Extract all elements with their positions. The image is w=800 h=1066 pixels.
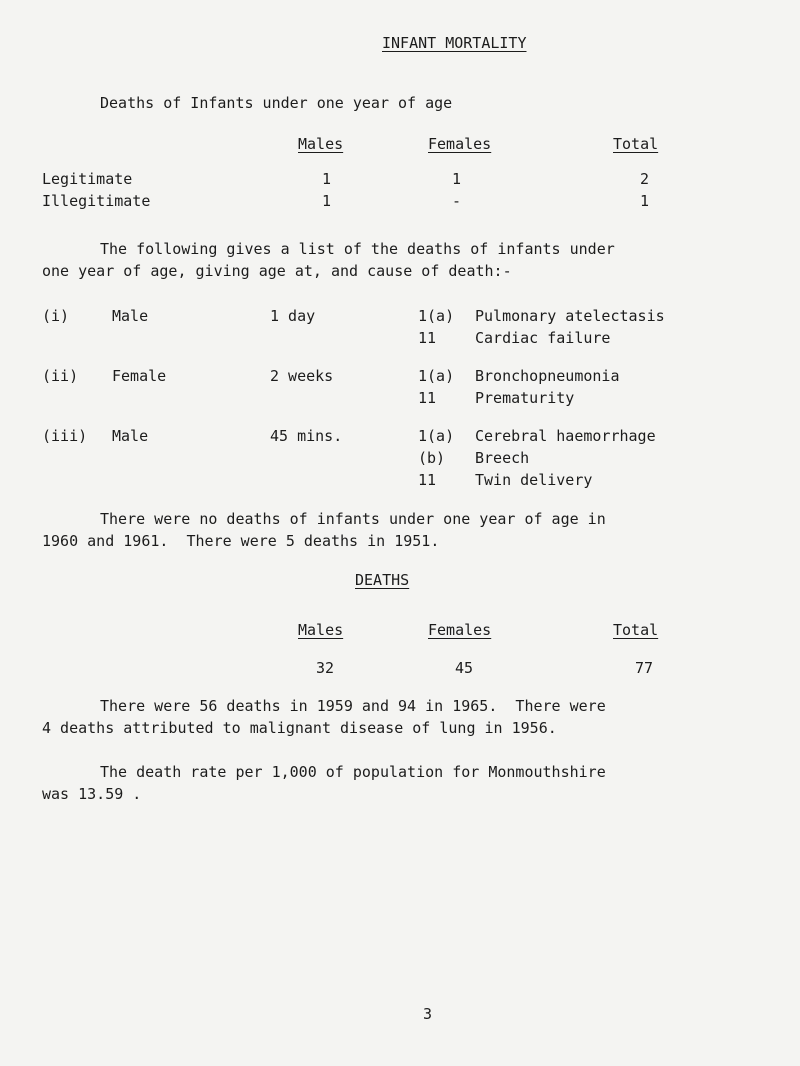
cause-text: Cerebral haemorrhage (475, 427, 656, 445)
case-age: 1 day (270, 307, 316, 325)
cause-text: Prematurity (475, 389, 575, 407)
cause-code: 1(a) (418, 307, 455, 325)
paragraph-3-line-2: was 13.59 . (42, 785, 142, 803)
cause-code: 11 (418, 389, 437, 407)
row-label: Illegitimate (42, 192, 151, 210)
intro-line-1: The following gives a list of the deaths of infants under (100, 240, 615, 258)
header-males: Males (298, 135, 344, 153)
paragraph-1-line-1: There were no deaths of infants under one year of age in (100, 510, 606, 528)
header-females: Females (428, 621, 492, 639)
paragraph-2-line-2: 4 deaths attributed to malignant disease of lung in 1956. (42, 719, 557, 737)
row-females: 1 (452, 170, 462, 188)
header-females: Females (428, 135, 492, 153)
case-id: (i) (42, 307, 70, 325)
case-sex: Male (112, 307, 149, 325)
header-total: Total (613, 135, 659, 153)
page-title: INFANT MORTALITY (382, 34, 527, 52)
case-id: (iii) (42, 427, 88, 445)
cause-code: 11 (418, 471, 437, 489)
cause-text: Twin delivery (475, 471, 593, 489)
case-age: 2 weeks (270, 367, 334, 385)
cause-text: Breech (475, 449, 530, 467)
paragraph-1-line-2: 1960 and 1961. There were 5 deaths in 1951. (42, 532, 440, 550)
cause-text: Cardiac failure (475, 329, 611, 347)
paragraph-3-line-1: The death rate per 1,000 of population for Monmouthshire (100, 763, 606, 781)
row-males: 1 (322, 170, 332, 188)
cause-code: 1(a) (418, 427, 455, 445)
case-sex: Female (112, 367, 167, 385)
row-total: 1 (640, 192, 650, 210)
case-age: 45 mins. (270, 427, 343, 445)
cause-code: (b) (418, 449, 446, 467)
row-males: 1 (322, 192, 332, 210)
cause-code: 11 (418, 329, 437, 347)
case-sex: Male (112, 427, 149, 445)
header-males: Males (298, 621, 344, 639)
section-heading: Deaths of Infants under one year of age (100, 94, 453, 112)
cause-text: Bronchopneumonia (475, 367, 620, 385)
row-label: Legitimate (42, 170, 133, 188)
deaths-males-value: 32 (316, 659, 335, 677)
row-total: 2 (640, 170, 650, 188)
cause-code: 1(a) (418, 367, 455, 385)
page-number: 3 (423, 1005, 433, 1023)
intro-line-2: one year of age, giving age at, and cause of death:- (42, 262, 512, 280)
deaths-total-value: 77 (635, 659, 654, 677)
case-id: (ii) (42, 367, 79, 385)
header-total: Total (613, 621, 659, 639)
cause-text: Pulmonary atelectasis (475, 307, 665, 325)
row-females: - (452, 192, 462, 210)
deaths-title: DEATHS (355, 571, 410, 589)
paragraph-2-line-1: There were 56 deaths in 1959 and 94 in 1965. There were (100, 697, 606, 715)
deaths-females-value: 45 (455, 659, 474, 677)
